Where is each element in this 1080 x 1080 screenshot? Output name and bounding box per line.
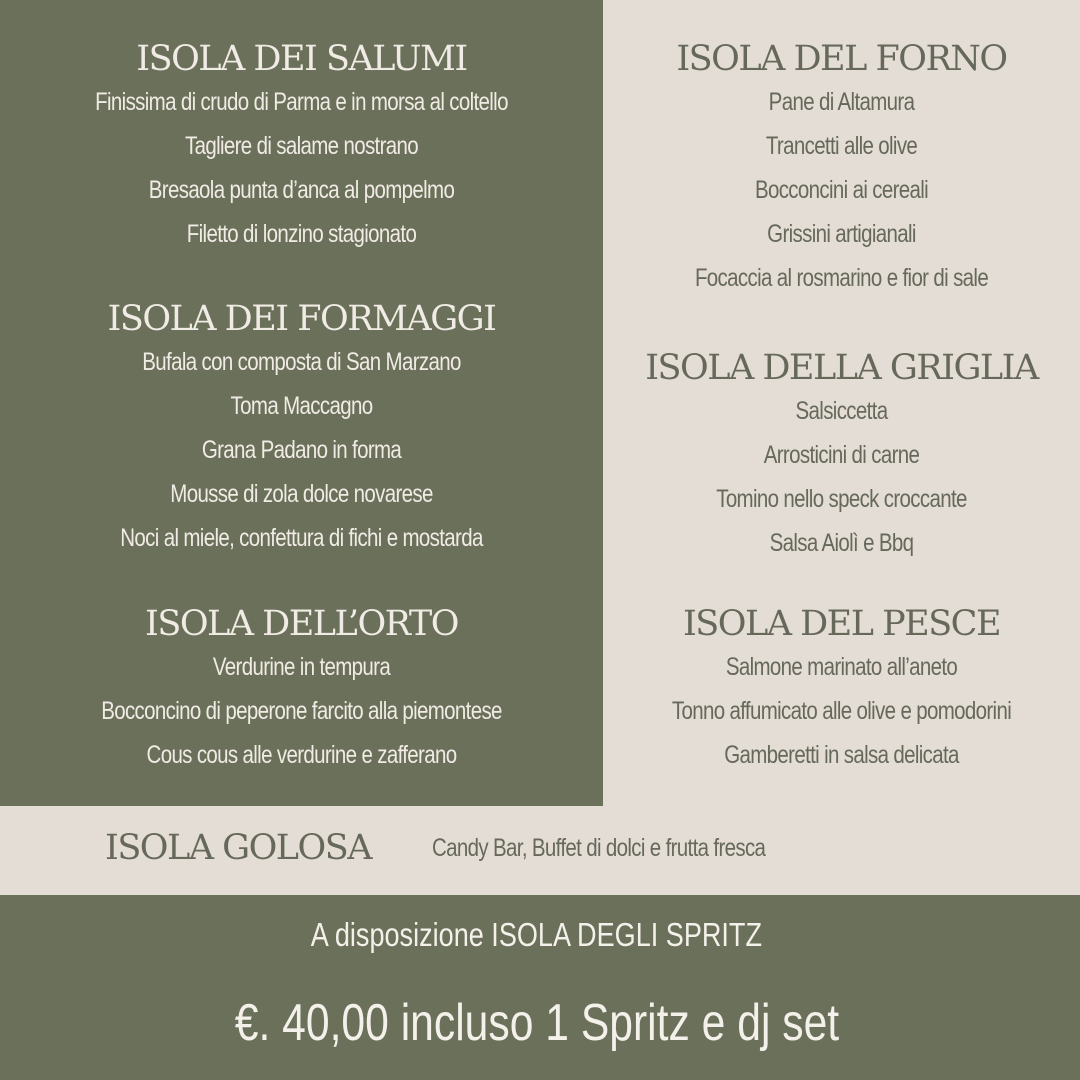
price-line: €. 40,00 incluso 1 Spritz e dj set [234, 994, 840, 1052]
menu-item: Tonno affumicato alle olive e pomodorini [671, 697, 1012, 725]
menu-item: Toma Maccagno [230, 392, 373, 420]
section-salumi [0, 38, 603, 256]
section-formaggi [0, 298, 603, 560]
item-list [0, 80, 603, 256]
section-orto [0, 603, 603, 777]
item-list [603, 389, 1080, 565]
menu-item: Pane di Altamura [768, 88, 915, 116]
section-title: ISOLA DELL’ORTO [145, 604, 458, 644]
item-list [603, 80, 1080, 300]
menu-item: Gamberetti in salsa delicata [724, 741, 959, 769]
menu-item: Trancetti alle olive [765, 132, 918, 160]
section-griglia [603, 347, 1080, 565]
menu-item: Bresaola punta d’anca al pompelmo [148, 176, 455, 204]
menu-item: Mousse di zola dolce novarese [170, 480, 433, 508]
menu-item: Cous cous alle verdurine e zafferano [146, 741, 457, 769]
golosa-description: Candy Bar, Buffet di dolci e frutta fresca [432, 834, 766, 862]
menu-item: Salsiccetta [795, 397, 888, 425]
section-title: ISOLA DEI SALUMI [136, 39, 467, 79]
menu-item: Verdurine in tempura [212, 653, 391, 681]
spritz-line: A disposizione ISOLA DEGLI SPRITZ [310, 916, 763, 953]
menu-item: Finissima di crudo di Parma e in morsa al coltello [95, 88, 508, 116]
menu-item: Tomino nello speck croccante [716, 485, 967, 513]
menu-item: Grana Padano in forma [201, 436, 402, 464]
menu-item: Bocconcini ai cereali [754, 176, 929, 204]
menu-item: Filetto di lonzino stagionato [186, 220, 417, 248]
item-list [0, 645, 603, 777]
section-title: ISOLA DEL PESCE [682, 604, 1001, 644]
menu-item: Noci al miele, confettura di fichi e mostarda [120, 524, 483, 552]
section-title: ISOLA DEL FORNO [676, 39, 1007, 79]
menu-item: Bocconcino di peperone farcito alla piemontese [101, 697, 502, 725]
item-list [603, 645, 1080, 777]
menu-item: Tagliere di salame nostrano [184, 132, 418, 160]
section-pesce [603, 603, 1080, 777]
section-title: ISOLA DELLA GRIGLIA [645, 348, 1038, 388]
menu-item: Salmone marinato all’aneto [725, 653, 958, 681]
menu-item: Focaccia al rosmarino e fior di sale [694, 264, 989, 292]
golosa-title: ISOLA GOLOSA [105, 828, 371, 868]
item-list [0, 340, 603, 560]
menu-item: Grissini artigianali [767, 220, 916, 248]
menu-item: Bufala con composta di San Marzano [142, 348, 461, 376]
section-title: ISOLA DEI FORMAGGI [107, 299, 496, 339]
section-forno [603, 38, 1080, 300]
menu-item: Arrosticini di carne [763, 441, 920, 469]
menu-item: Salsa Aiolì e Bbq [769, 529, 914, 557]
